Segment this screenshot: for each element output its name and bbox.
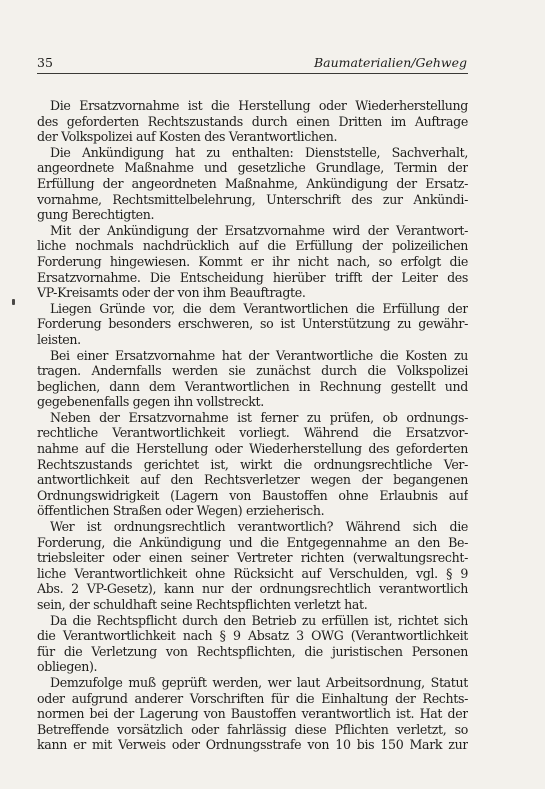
text-line: obliegen).: [37, 659, 98, 675]
text-line: Neben der Ersatzvornahme ist ferner zu prüfen, ob ordnungs-: [50, 409, 468, 425]
text-line: antwortlichkeit auf den Rechtsverletzer wegen der begangenen: [37, 472, 468, 488]
body-text: [37, 98, 468, 753]
text-line: der Volkspolizei auf Kosten des Verantwortlichen.: [37, 129, 338, 145]
text-line: Ordnungswidrigkeit (Lagern von Baustoffen ohne Erlaubnis auf: [37, 487, 468, 503]
text-line: Liegen Gründe vor, die dem Verantwortlichen die Erfüllung der: [50, 300, 468, 316]
text-line: des geforderten Rechtszustands durch einen Dritten im Auftrage: [37, 113, 468, 129]
text-line: kann er mit Verweis oder Ordnungsstrafe von 10 bis 150 Mark zur: [37, 737, 468, 753]
text-line: öffentlichen Straßen oder Wegen) erzieherisch.: [37, 503, 325, 519]
text-line: Betreffende vorsätzlich oder fahrlässig diese Pflichten verletzt, so: [37, 721, 468, 737]
text-line: Rechtszustands gerichtet ist, wirkt die ordnungsrechtliche Ver-: [37, 456, 468, 472]
text-line: rechtliche Verantwortlichkeit vorliegt. Während die Ersatzvor-: [37, 425, 468, 441]
running-title: Baumaterialien/Gehweg: [313, 55, 467, 70]
text-line: Die Ersatzvornahme ist die Herstellung oder Wiederherstellung: [50, 98, 468, 113]
text-line: angeordnete Maßnahme und gesetzliche Grundlage, Termin der: [37, 160, 468, 176]
page-number: 35: [37, 55, 53, 70]
text-line: Die Ankündigung hat zu enthalten: Dienststelle, Sachverhalt,: [50, 144, 468, 160]
text-line: Mit der Ankündigung der Ersatzvornahme wird der Verantwort-: [50, 222, 468, 238]
text-line: liche nochmals nachdrücklich auf die Erfüllung der polizeilichen: [37, 238, 468, 254]
text-line: normen bei der Lagerung von Baustoffen verantwortlich ist. Hat der: [37, 706, 468, 722]
text-line: sein, der schuldhaft seine Rechtspflichten verletzt hat.: [37, 597, 368, 612]
text-line: gegebenenfalls gegen ihn vollstreckt.: [37, 394, 264, 410]
text-line: triebsleiter oder einen seiner Vertreter richten (verwaltungsrecht-: [37, 550, 468, 566]
text-line: Wer ist ordnungsrechtlich verantwortlich? Während sich die: [50, 519, 468, 535]
text-line: gung Berechtigten.: [37, 207, 155, 223]
text-line: VP-Kreisamts oder der von ihm Beauftragte.: [37, 285, 306, 301]
text-line: leisten.: [37, 331, 81, 347]
text-line: Forderung, die Ankündigung und die Entgegennahme an den Be-: [37, 534, 468, 550]
text-line: oder aufgrund anderer Vorschriften für die Einhaltung der Rechts-: [37, 690, 468, 706]
text-line: vornahme, Rechtsmittelbelehrung, Unterschrift des zur Ankündi-: [37, 191, 468, 207]
header-rule: [37, 73, 468, 74]
text-line: tragen. Andernfalls werden sie zunächst durch die Volkspolizei: [37, 363, 468, 379]
text-line: Forderung hingewiesen. Kommt er ihr nicht nach, so erfolgt die: [37, 253, 468, 269]
text-line: liche Verantwortlichkeit ohne Rücksicht auf Verschulden, vgl. § 9: [37, 565, 468, 581]
text-line: Abs. 2 VP-Gesetz), kann nur der ordnungsrechtlich verantwortlich: [37, 581, 468, 597]
text-line: nahme auf die Herstellung oder Wiederherstellung des geforderten: [37, 441, 468, 457]
text-line: Erfüllung der angeordneten Maßnahme, Ankündigung der Ersatz-: [37, 175, 468, 191]
text-line: die Verantwortlichkeit nach § 9 Absatz 3 OWG (Verantwortlichkeit: [37, 628, 468, 644]
page-header: [37, 55, 467, 71]
margin-mark: [12, 299, 15, 305]
text-line: beglichen, dann dem Verantwortlichen in Rechnung gestellt und: [37, 378, 468, 394]
text-line: Bei einer Ersatzvornahme hat der Verantwortliche die Kosten zu: [50, 347, 468, 363]
text-line: Demzufolge muß geprüft werden, wer laut Arbeitsordnung, Statut: [50, 674, 468, 690]
text-line: Ersatzvornahme. Die Entscheidung hierüber trifft der Leiter des: [37, 269, 468, 285]
text-line: Forderung besonders erschweren, so ist Unterstützung zu gewähr-: [37, 316, 468, 332]
text-line: für die Verletzung von Rechtspflichten, die juristischen Personen: [37, 643, 468, 659]
text-line: Da die Rechtspflicht durch den Betrieb zu erfüllen ist, richtet sich: [50, 612, 468, 628]
